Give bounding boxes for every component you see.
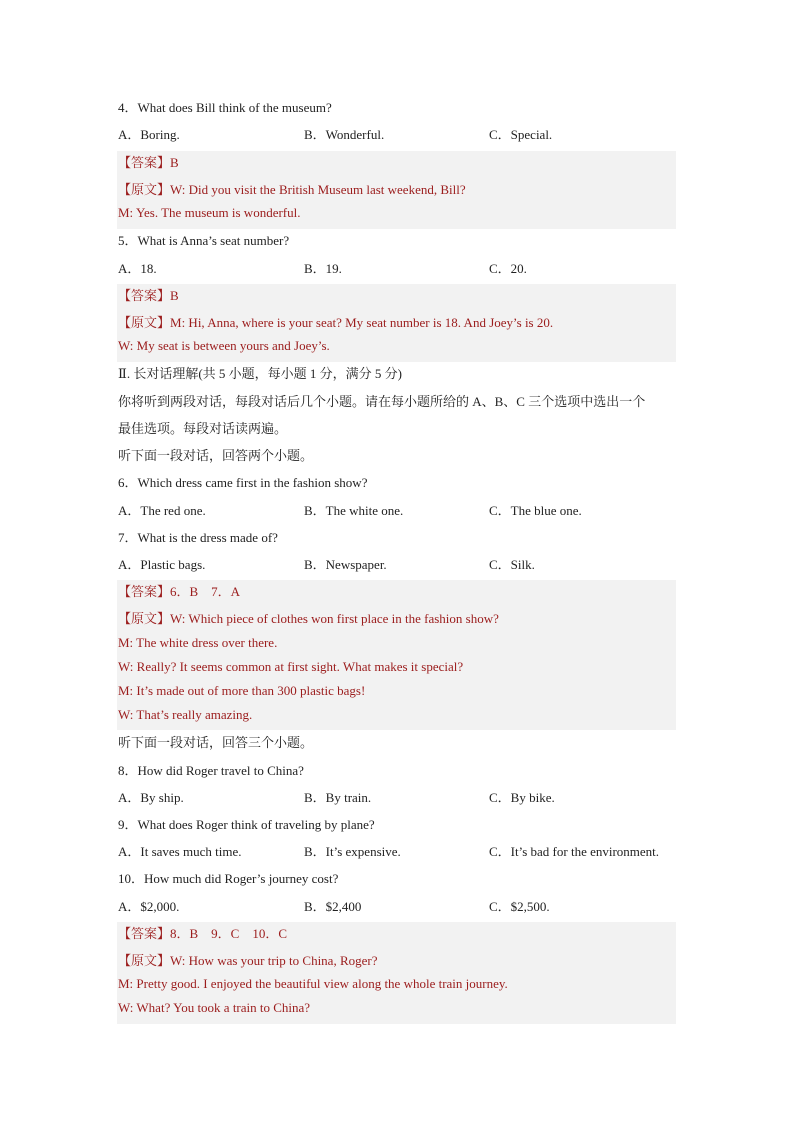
dialog-1-script-line-2: M: The white dress over there. xyxy=(118,635,278,650)
q10-option-b: B．$2,400 xyxy=(304,899,362,914)
q9-option-a: A．It saves much time. xyxy=(118,844,242,859)
question-6: 6．Which dress came first in the fashion show? xyxy=(118,475,368,490)
q10-option-a: A．$2,000. xyxy=(118,899,180,914)
q4-option-c: C．Special. xyxy=(489,127,553,142)
dialog-1-script-line-3: W: Really? It seems common at first sight. What makes it special? xyxy=(118,659,464,674)
dialog-1-script-line-4: M: It’s made out of more than 300 plastic bags! xyxy=(118,683,366,698)
dialog-2-script-line-2: M: Pretty good. I enjoyed the beautiful view along the whole train journey. xyxy=(118,976,508,991)
q5-script-line-2: W: My seat is between yours and Joey’s. xyxy=(118,338,330,353)
script-text: W: Which piece of clothes won first place in the fashion show? xyxy=(170,611,499,626)
dialog-2-intro: 听下面一段对话，回答三个小题。 xyxy=(118,735,314,750)
q6-option-a: A．The red one. xyxy=(118,503,206,518)
script-tag: 【原文】 xyxy=(118,612,171,627)
script-text: W: How was your trip to China, Roger? xyxy=(170,953,378,968)
dialog-1-script-line-1 xyxy=(118,608,499,627)
q8-option-c: C．By bike. xyxy=(489,790,555,805)
q5-option-b: B．19. xyxy=(304,261,342,276)
answer-tag: 【答案】 xyxy=(118,156,171,171)
section-2-title: Ⅱ. 长对话理解(共 5 小题，每小题 1 分，满分 5 分) xyxy=(118,366,402,381)
answer-tag: 【答案】 xyxy=(118,927,171,942)
q5-answer xyxy=(118,285,179,304)
script-text: W: Did you visit the British Museum last weekend, Bill? xyxy=(170,182,466,197)
q5-option-c: C．20. xyxy=(489,261,527,276)
q10-option-c: C．$2,500. xyxy=(489,899,550,914)
answer-value: 6．B 7．A xyxy=(170,584,241,599)
q4-script-line-2: M: Yes. The museum is wonderful. xyxy=(118,205,301,220)
script-text: M: Hi, Anna, where is your seat? My seat number is 18. And Joey’s is 20. xyxy=(170,315,554,330)
question-9: 9．What does Roger think of traveling by plane? xyxy=(118,817,375,832)
script-tag: 【原文】 xyxy=(118,954,171,969)
section-2-instruction-1: 你将听到两段对话，每段对话后几个小题。请在每小题所给的 A、B、C 三个选项中选出一个 xyxy=(118,394,646,409)
q4-answer xyxy=(118,152,179,171)
answer-value: 8．B 9．C 10．C xyxy=(170,926,288,941)
dialog-1-script-line-5: W: That’s really amazing. xyxy=(118,707,253,722)
q7-option-a: A．Plastic bags. xyxy=(118,557,206,572)
dialog-2-answer xyxy=(118,923,287,942)
q4-option-b: B．Wonderful. xyxy=(304,127,385,142)
script-tag: 【原文】 xyxy=(118,183,171,198)
question-10: 10．How much did Roger’s journey cost? xyxy=(118,871,339,886)
dialog-2-script-line-3: W: What? You took a train to China? xyxy=(118,1000,311,1015)
q6-option-b: B．The white one. xyxy=(304,503,404,518)
q8-option-b: B．By train. xyxy=(304,790,372,805)
q8-option-a: A．By ship. xyxy=(118,790,184,805)
answer-tag: 【答案】 xyxy=(118,289,171,304)
q4-script-line-1 xyxy=(118,179,466,198)
q9-option-b: B．It’s expensive. xyxy=(304,844,401,859)
q4-option-a: A．Boring. xyxy=(118,127,180,142)
question-7: 7．What is the dress made of? xyxy=(118,530,278,545)
script-tag: 【原文】 xyxy=(118,316,171,331)
question-4: 4．What does Bill think of the museum? xyxy=(118,100,332,115)
q5-script-line-1 xyxy=(118,312,553,331)
question-8: 8．How did Roger travel to China? xyxy=(118,763,304,778)
dialog-2-script-line-1 xyxy=(118,950,378,969)
answer-value: B xyxy=(170,288,179,303)
q7-option-c: C．Silk. xyxy=(489,557,535,572)
answer-tag: 【答案】 xyxy=(118,585,171,600)
q5-option-a: A．18. xyxy=(118,261,157,276)
answer-value: B xyxy=(170,155,179,170)
dialog-1-answer xyxy=(118,581,240,600)
q7-option-b: B．Newspaper. xyxy=(304,557,387,572)
dialog-1-intro: 听下面一段对话，回答两个小题。 xyxy=(118,448,314,463)
section-2-instruction-2: 最佳选项。每段对话读两遍。 xyxy=(118,421,288,436)
q9-option-c: C．It’s bad for the environment. xyxy=(489,844,660,859)
q6-option-c: C．The blue one. xyxy=(489,503,582,518)
question-5: 5．What is Anna’s seat number? xyxy=(118,233,290,248)
